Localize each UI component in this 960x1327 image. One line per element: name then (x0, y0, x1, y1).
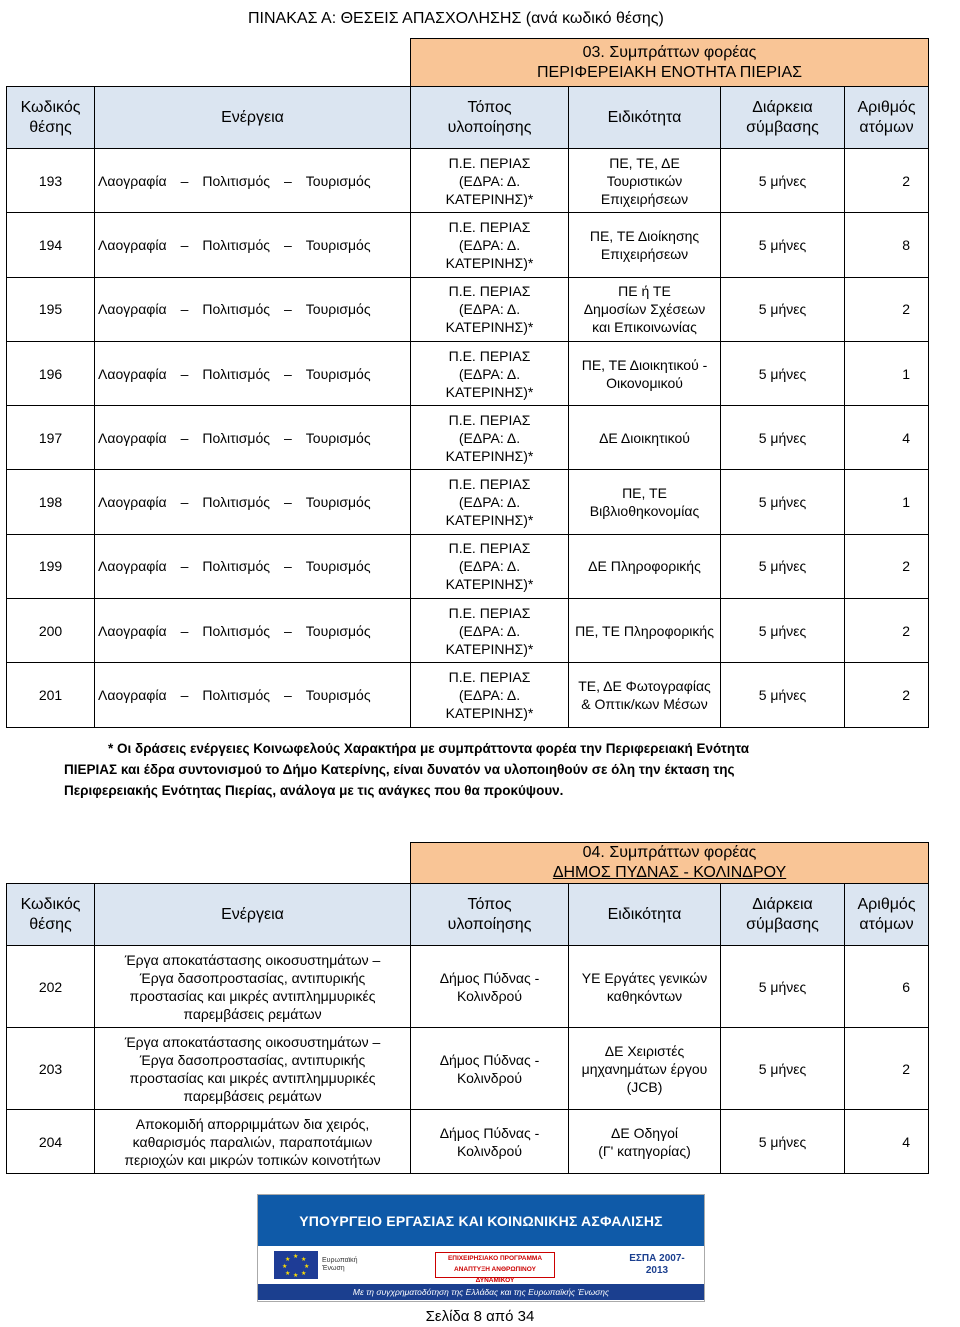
place-line: Π.Ε. ΠΕΡΙΑΣ (448, 154, 531, 171)
action-line: Έργα δασοπροστασίας, αντιπυρικής (139, 969, 366, 986)
place-line: Δήμος Πύδνας - (439, 1124, 540, 1141)
header-action: Ενέργεια (95, 87, 411, 149)
table-header (7, 87, 929, 149)
footnote: * Οι δράσεις ενέργειες Κοινωφελούς Χαρακτήρα με συμπράττοντα φορέα την Περιφερειακή Ενότητα ΠΙΕΡΙΑΣ και έδρα συντονισμού το Δήμο Κατερίνης, είναι δυνατόν να υλοποιηθούν σε όλη την έκταση της Περιφερειακής Ενότητας Πιερίας, ανάλογα με τις ανάγκες που θα προκύψουν. (64, 741, 750, 798)
row-duration: 5 μήνες (721, 406, 845, 470)
row-specialty (569, 149, 721, 213)
action-line: παρεμβάσεις ρεμάτων (183, 1087, 322, 1104)
dash: – (180, 365, 189, 382)
table-row (7, 470, 929, 534)
row-code: 194 (7, 213, 95, 277)
row-code: 199 (7, 534, 95, 598)
row-persons: 2 (845, 149, 929, 213)
row-specialty (569, 406, 721, 470)
specialty-line: Επιχειρήσεων (600, 245, 689, 262)
row-code: 202 (7, 946, 95, 1028)
action-part: Πολιτισμός (202, 365, 270, 382)
specialty-line: (JCB) (626, 1078, 663, 1095)
place-line: ΚΑΤΕΡΙΝΗΣ)* (445, 254, 534, 271)
place-line: ΚΑΤΕΡΙΝΗΣ)* (445, 447, 534, 464)
action-part: Λαογραφία (98, 558, 167, 575)
header-specialty: Ειδικότητα (569, 87, 721, 149)
row-place (411, 277, 569, 341)
header-persons: Αριθμός ατόμων (845, 87, 929, 149)
place-line: Δήμος Πύδνας - (439, 1051, 540, 1068)
row-persons: 2 (845, 1028, 929, 1110)
action-part: Πολιτισμός (202, 172, 270, 189)
row-action (95, 341, 411, 405)
table-row (7, 534, 929, 598)
dash: – (284, 622, 292, 639)
row-specialty (569, 1110, 721, 1174)
row-action (95, 663, 411, 727)
specialty-line: ΠΕ, ΤΕ Πληροφορικής (575, 622, 714, 639)
action-part: Πολιτισμός (202, 687, 270, 704)
place-line: Π.Ε. ΠΕΡΙΑΣ (448, 411, 531, 428)
table-row (7, 1028, 929, 1110)
action-line: Έργα αποκατάστασης οικοσυστημάτων – (124, 951, 381, 968)
action-part: Λαογραφία (98, 687, 167, 704)
dash: – (284, 494, 292, 511)
header-persons: Αριθμός ατόμων (845, 884, 929, 946)
row-duration: 5 μήνες (721, 1110, 845, 1174)
place-line: Π.Ε. ΠΕΡΙΑΣ (448, 347, 531, 364)
dash: – (180, 301, 189, 318)
specialty-line: ΔΕ Οδηγοί (611, 1124, 678, 1141)
dash: – (180, 558, 189, 575)
specialty-line: ΠΕ, ΤΕ Διοίκησης (589, 227, 700, 244)
eu-flag-icon: ★ ★ ★ ★ ★ ★ ★ ★ (274, 1251, 318, 1279)
espa-logo: ΕΣΠΑ 2007-2013 (629, 1253, 685, 1276)
specialty-line: (Γ' κατηγορίας) (598, 1142, 691, 1159)
table-row (7, 406, 929, 470)
row-code: 193 (7, 149, 95, 213)
action-line: προστασίας και μικρές αντιπλημμυρικές (129, 1069, 376, 1086)
row-specialty (569, 213, 721, 277)
action-line: προστασίας και μικρές αντιπλημμυρικές (129, 987, 376, 1004)
row-specialty (569, 277, 721, 341)
row-action (95, 406, 411, 470)
cofinance-slogan: Με τη συγχρηματοδότηση της Ελλάδας και της Ευρωπαϊκής Ένωσης (258, 1284, 704, 1300)
place-line: (ΕΔΡΑ: Δ. (458, 687, 521, 704)
row-place (411, 663, 569, 727)
row-place (411, 946, 569, 1028)
dash: – (180, 236, 189, 253)
specialty-line: ΔΕ Διοικητικού (599, 429, 690, 446)
place-line: (ΕΔΡΑ: Δ. (458, 429, 521, 446)
action-part: Τουρισμός (305, 494, 371, 511)
row-place (411, 213, 569, 277)
specialty-line: ΠΕ, ΤΕ Διοικητικού - (581, 356, 708, 373)
action-part: Πολιτισμός (202, 622, 270, 639)
dash: – (284, 558, 292, 575)
dash: – (284, 365, 292, 382)
specialty-line: Οικονομικού (606, 374, 683, 391)
place-line: ΚΑΤΕΡΙΝΗΣ)* (445, 705, 534, 722)
positions-table-section-04 (6, 842, 929, 1174)
row-duration: 5 μήνες (721, 663, 845, 727)
eu-label: Ευρωπαϊκή Ένωση (322, 1257, 358, 1272)
action-line: Έργα αποκατάστασης οικοσυστημάτων – (124, 1033, 381, 1050)
dash: – (180, 622, 189, 639)
action-part: Τουρισμός (305, 558, 371, 575)
row-action (95, 1028, 411, 1110)
header-code: Κωδικός θέσης (7, 884, 95, 946)
row-action (95, 534, 411, 598)
place-line: Κολινδρού (457, 1069, 522, 1086)
action-part: Πολιτισμός (202, 236, 270, 253)
action-part: Λαογραφία (98, 494, 167, 511)
place-line: Π.Ε. ΠΕΡΙΑΣ (448, 669, 531, 686)
specialty-line: ΠΕ, ΤΕ, ΔΕ (609, 154, 680, 171)
place-line: ΚΑΤΕΡΙΝΗΣ)* (445, 640, 534, 657)
row-specialty (569, 470, 721, 534)
row-specialty (569, 663, 721, 727)
row-place (411, 1110, 569, 1174)
action-line: Αποκομιδή απορριμμάτων δια χειρός, (135, 1115, 370, 1132)
row-code: 203 (7, 1028, 95, 1110)
row-code: 197 (7, 406, 95, 470)
section-title: 03. Συμπράττων φορέας ΠΕΡΙΦΕΡΕΙΑΚΗ ΕΝΟΤΗΤΑ ΠΙΕΡΙΑΣ (411, 39, 929, 87)
row-persons: 6 (845, 946, 929, 1028)
row-duration: 5 μήνες (721, 277, 845, 341)
row-place (411, 149, 569, 213)
place-line: Δήμος Πύδνας - (439, 969, 540, 986)
action-part: Λαογραφία (98, 236, 167, 253)
specialty-line: Βιβλιοθηκονομίας (589, 503, 700, 520)
specialty-line: καθηκόντων (606, 987, 683, 1004)
specialty-line: ΔΕ Πληροφορικής (588, 558, 701, 575)
specialty-line: μηχανημάτων έργου (581, 1060, 708, 1077)
specialty-line: ΔΕ Χειριστές (604, 1042, 685, 1059)
page-title: ΠΙΝΑΚΑΣ Α: ΘΕΣΕΙΣ ΑΠΑΣΧΟΛΗΣΗΣ (ανά κωδικό θέσης) (248, 10, 664, 27)
row-persons: 1 (845, 341, 929, 405)
section-title: 04. Συμπράττων φορέας ΔΗΜΟΣ ΠΥΔΝΑΣ - ΚΟΛΙΝΔΡΟΥ (411, 843, 929, 884)
action-part: Τουρισμός (305, 172, 371, 189)
row-persons: 2 (845, 534, 929, 598)
specialty-line: Επιχειρήσεων (600, 190, 689, 207)
header-action: Ενέργεια (95, 884, 411, 946)
place-line: (ΕΔΡΑ: Δ. (458, 301, 521, 318)
header-specialty: Ειδικότητα (569, 884, 721, 946)
row-duration: 5 μήνες (721, 341, 845, 405)
action-part: Τουρισμός (305, 622, 371, 639)
specialty-line: και Επικοινωνίας (592, 319, 697, 336)
dash: – (180, 172, 189, 189)
row-code: 196 (7, 341, 95, 405)
dash: – (284, 429, 292, 446)
action-part: Λαογραφία (98, 365, 167, 382)
row-code: 200 (7, 599, 95, 663)
action-part: Λαογραφία (98, 301, 167, 318)
place-line: ΚΑΤΕΡΙΝΗΣ)* (445, 190, 534, 207)
row-specialty (569, 599, 721, 663)
header-place: Τόπος υλοποίησης (411, 884, 569, 946)
place-line: (ΕΔΡΑ: Δ. (458, 622, 521, 639)
place-line: (ΕΔΡΑ: Δ. (458, 558, 521, 575)
row-duration: 5 μήνες (721, 534, 845, 598)
program-banner (257, 1194, 705, 1302)
row-place (411, 406, 569, 470)
dash: – (284, 687, 292, 704)
action-part: Τουρισμός (305, 687, 371, 704)
action-part: Πολιτισμός (202, 494, 270, 511)
row-action (95, 946, 411, 1028)
dash: – (180, 687, 189, 704)
row-duration: 5 μήνες (721, 149, 845, 213)
header-duration: Διάρκεια σύμβασης (721, 884, 845, 946)
dash: – (180, 429, 189, 446)
action-part: Τουρισμός (305, 301, 371, 318)
row-place (411, 470, 569, 534)
row-duration: 5 μήνες (721, 470, 845, 534)
action-line: παρεμβάσεις ρεμάτων (183, 1005, 322, 1022)
action-part: Λαογραφία (98, 622, 167, 639)
place-line: ΚΑΤΕΡΙΝΗΣ)* (445, 319, 534, 336)
header-code: Κωδικός θέσης (7, 87, 95, 149)
ministry-name: ΥΠΟΥΡΓΕΙΟ ΕΡΓΑΣΙΑΣ ΚΑΙ ΚΟΙΝΩΝΙΚΗΣ ΑΣΦΑΛΙΣΗΣ (258, 1195, 704, 1246)
row-action (95, 213, 411, 277)
action-part: Λαογραφία (98, 172, 167, 189)
place-line: Κολινδρού (457, 1142, 522, 1159)
specialty-line: ΠΕ ή ΤΕ (618, 283, 671, 300)
place-line: (ΕΔΡΑ: Δ. (458, 236, 521, 253)
table-row (7, 277, 929, 341)
action-part: Τουρισμός (305, 365, 371, 382)
action-part: Τουρισμός (305, 429, 371, 446)
place-line: Π.Ε. ΠΕΡΙΑΣ (448, 476, 531, 493)
row-duration: 5 μήνες (721, 599, 845, 663)
row-specialty (569, 341, 721, 405)
row-place (411, 1028, 569, 1110)
row-duration: 5 μήνες (721, 946, 845, 1028)
row-persons: 2 (845, 663, 929, 727)
place-line: Κολινδρού (457, 987, 522, 1004)
table-row (7, 213, 929, 277)
table-row (7, 341, 929, 405)
specialty-line: & Οπτικ/κων Μέσων (581, 696, 708, 713)
row-code: 201 (7, 663, 95, 727)
positions-table-section-03 (6, 38, 929, 728)
program-logo: ΕΠΙΧΕΙΡΗΣΙΑΚΟ ΠΡΟΓΡΑΜΜΑ ΑΝΑΠΤΥΞΗ ΑΝΘΡΩΠΙΝΟΥ ΔΥΝΑΜΙΚΟΥ (435, 1252, 555, 1278)
action-line: περιοχών και μικρών τοπικών κοινοτήτων (124, 1151, 381, 1168)
action-line: καθαρισμός παραλιών, παραποτάμιων (132, 1133, 373, 1150)
row-specialty (569, 534, 721, 598)
header-place: Τόπος υλοποίησης (411, 87, 569, 149)
action-part: Τουρισμός (305, 236, 371, 253)
place-line: Π.Ε. ΠΕΡΙΑΣ (448, 218, 531, 235)
specialty-line: Τουριστικών (606, 172, 683, 189)
dash: – (180, 494, 189, 511)
row-specialty (569, 1028, 721, 1110)
place-line: Π.Ε. ΠΕΡΙΑΣ (448, 283, 531, 300)
row-place (411, 534, 569, 598)
place-line: Π.Ε. ΠΕΡΙΑΣ (448, 540, 531, 557)
row-action (95, 149, 411, 213)
page-number: Σελίδα 8 από 34 (425, 1308, 535, 1325)
row-persons: 1 (845, 470, 929, 534)
row-place (411, 599, 569, 663)
place-line: ΚΑΤΕΡΙΝΗΣ)* (445, 383, 534, 400)
row-code: 195 (7, 277, 95, 341)
row-persons: 2 (845, 599, 929, 663)
row-code: 204 (7, 1110, 95, 1174)
row-specialty (569, 946, 721, 1028)
row-persons: 4 (845, 1110, 929, 1174)
specialty-line: ΤΕ, ΔΕ Φωτογραφίας (578, 678, 711, 695)
place-line: Π.Ε. ΠΕΡΙΑΣ (448, 604, 531, 621)
header-duration: Διάρκεια σύμβασης (721, 87, 845, 149)
place-line: (ΕΔΡΑ: Δ. (458, 494, 521, 511)
dash: – (284, 172, 292, 189)
row-action (95, 599, 411, 663)
row-action (95, 1110, 411, 1174)
row-code: 198 (7, 470, 95, 534)
row-persons: 4 (845, 406, 929, 470)
table-row (7, 599, 929, 663)
row-persons: 2 (845, 277, 929, 341)
row-persons: 8 (845, 213, 929, 277)
action-part: Πολιτισμός (202, 558, 270, 575)
place-line: ΚΑΤΕΡΙΝΗΣ)* (445, 512, 534, 529)
action-line: Έργα δασοπροστασίας, αντιπυρικής (139, 1051, 366, 1068)
action-part: Πολιτισμός (202, 301, 270, 318)
row-action (95, 277, 411, 341)
table-header (7, 884, 929, 946)
specialty-line: ΠΕ, ΤΕ (622, 485, 667, 502)
place-line: ΚΑΤΕΡΙΝΗΣ)* (445, 576, 534, 593)
specialty-line: Δημοσίων Σχέσεων (583, 301, 706, 318)
action-part: Λαογραφία (98, 429, 167, 446)
table-row (7, 663, 929, 727)
action-part: Πολιτισμός (202, 429, 270, 446)
table-row (7, 946, 929, 1028)
row-action (95, 470, 411, 534)
dash: – (284, 301, 292, 318)
row-place (411, 341, 569, 405)
row-duration: 5 μήνες (721, 1028, 845, 1110)
row-duration: 5 μήνες (721, 213, 845, 277)
place-line: (ΕΔΡΑ: Δ. (458, 365, 521, 382)
place-line: (ΕΔΡΑ: Δ. (458, 172, 521, 189)
specialty-line: ΥΕ Εργάτες γενικών (581, 969, 708, 986)
table-row (7, 1110, 929, 1174)
table-row (7, 149, 929, 213)
dash: – (284, 236, 292, 253)
